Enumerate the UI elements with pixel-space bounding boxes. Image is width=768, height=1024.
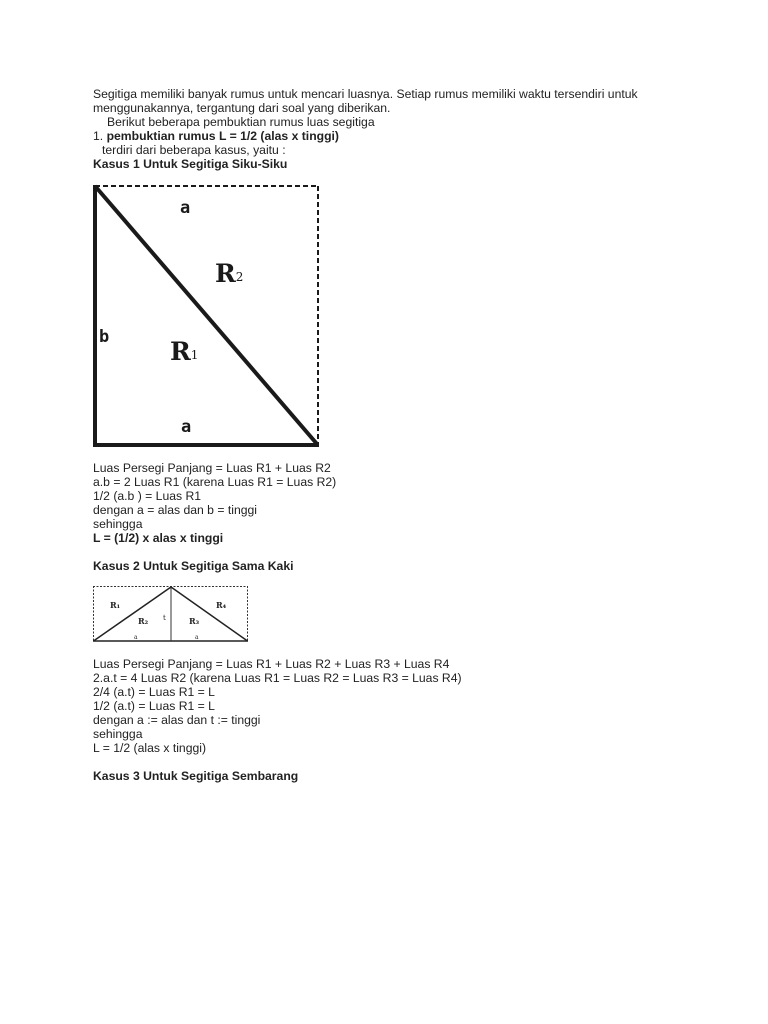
label-a-right: a [195, 634, 199, 641]
case-2-heading: Kasus 2 Untuk Segitiga Sama Kaki [93, 559, 294, 573]
label-r2-main: R [215, 259, 236, 288]
proof-item-1 [93, 129, 339, 143]
case-1-line-1: Luas Persegi Panjang = Luas R1 + Luas R2 [93, 461, 331, 475]
intro-line-1: Segitiga memiliki banyak rumus untuk mencari luasnya. Setiap rumus memiliki waktu tersendiri untuk [93, 87, 638, 101]
label-left-b: b [99, 327, 110, 347]
case-1-conclusion: L = (1/2) x alas x tinggi [93, 531, 224, 545]
label-top-a: a [180, 198, 191, 218]
label-bottom-a: a [181, 417, 192, 437]
case-2-line-6: sehingga [93, 727, 143, 741]
triangle-diagonal [95, 186, 317, 444]
label-r4: R₄ [216, 600, 227, 610]
label-a-left: a [134, 634, 138, 641]
label-r2 [215, 259, 243, 288]
label-r1-main: R [170, 337, 191, 366]
case-2-line-3: 2/4 (a.t) = Luas R1 = L [93, 685, 215, 699]
label-r2: R₂ [138, 616, 149, 626]
case-1-figure [88, 180, 328, 450]
label-r2-sub: 2 [235, 270, 244, 284]
case-2-line-4: 1/2 (a.t) = Luas R1 = L [93, 699, 215, 713]
case-1-line-5: sehingga [93, 517, 143, 531]
case-1-heading: Kasus 1 Untuk Segitiga Siku-Siku [93, 157, 288, 171]
case-1-line-2: a.b = 2 Luas R1 (karena Luas R1 = Luas R2) [93, 475, 337, 489]
case-1-line-4: dengan a = alas dan b = tinggi [93, 503, 257, 517]
proof-item-title: pembuktian rumus L = 1/2 (alas x tinggi) [106, 129, 339, 143]
triangle-right-side [171, 587, 248, 641]
case-3-heading: Kasus 3 Untuk Segitiga Sembarang [93, 769, 299, 783]
label-r3: R₃ [189, 616, 200, 626]
label-r1 [170, 337, 198, 366]
intro-line-2: menggunakannya, tergantung dari soal yang diberikan. [93, 101, 391, 115]
proof-item-number: 1. [93, 129, 107, 143]
label-r1: R₁ [110, 600, 121, 610]
intro-line-3: Berikut beberapa pembuktian rumus luas segitiga [107, 115, 375, 129]
case-1-line-3: 1/2 (a.b ) = Luas R1 [93, 489, 202, 503]
case-2-figure [92, 585, 252, 645]
case-2-line-1: Luas Persegi Panjang = Luas R1 + Luas R2 + Luas R3 + Luas R4 [93, 657, 450, 671]
label-r1-sub: 1 [190, 348, 199, 362]
triangle-left-side [94, 587, 172, 641]
case-2-line-5: dengan a := alas dan t := tinggi [93, 713, 261, 727]
case-2-line-2: 2.a.t = 4 Luas R2 (karena Luas R1 = Luas R2 = Luas R3 = Luas R4) [93, 671, 462, 685]
case-2-line-7: L = 1/2 (alas x tinggi) [93, 741, 207, 755]
label-t: t [163, 614, 166, 622]
proof-item-subtitle: terdiri dari beberapa kasus, yaitu : [102, 143, 286, 157]
